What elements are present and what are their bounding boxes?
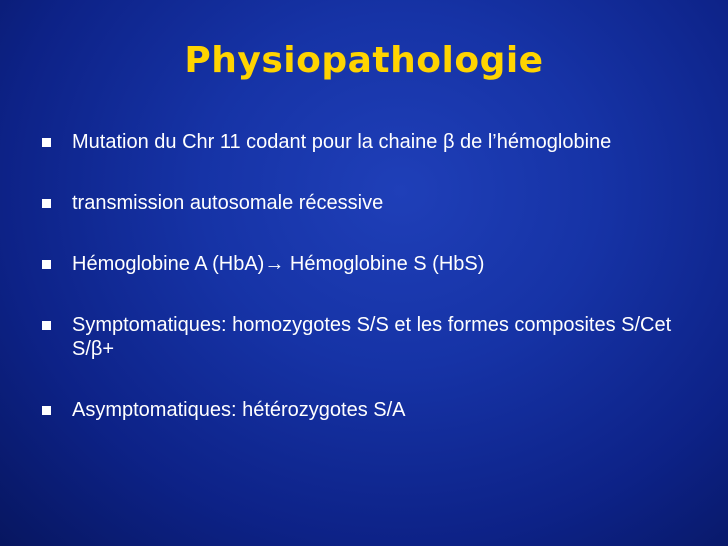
bullet-text: Mutation du Chr 11 codant pour la chaine β de l’hémoglobine <box>72 131 612 153</box>
slide-title: Physiopathologie <box>184 40 544 81</box>
bullet-text: Symptomatiques: homozygotes S/S et les formes composites S/Cet S/β+ <box>72 314 672 360</box>
square-bullet-icon <box>42 321 51 330</box>
bullet-list <box>34 130 694 459</box>
bullet-item-transmission <box>34 191 694 215</box>
bullet-text: transmission autosomale récessive <box>72 192 384 214</box>
bullet-item-symptomatiques <box>34 313 694 361</box>
bullet-text: Hémoglobine A (HbA)→ Hémoglobine S (HbS) <box>72 253 485 275</box>
bullet-item-hemoglobine <box>34 252 694 276</box>
square-bullet-icon <box>42 138 51 147</box>
square-bullet-icon <box>42 406 51 415</box>
bullet-item-asymptomatiques <box>34 398 694 422</box>
bullet-text: Asymptomatiques: hétérozygotes S/A <box>72 399 406 421</box>
bullet-item-mutation <box>34 130 694 154</box>
square-bullet-icon <box>42 199 51 208</box>
square-bullet-icon <box>42 260 51 269</box>
